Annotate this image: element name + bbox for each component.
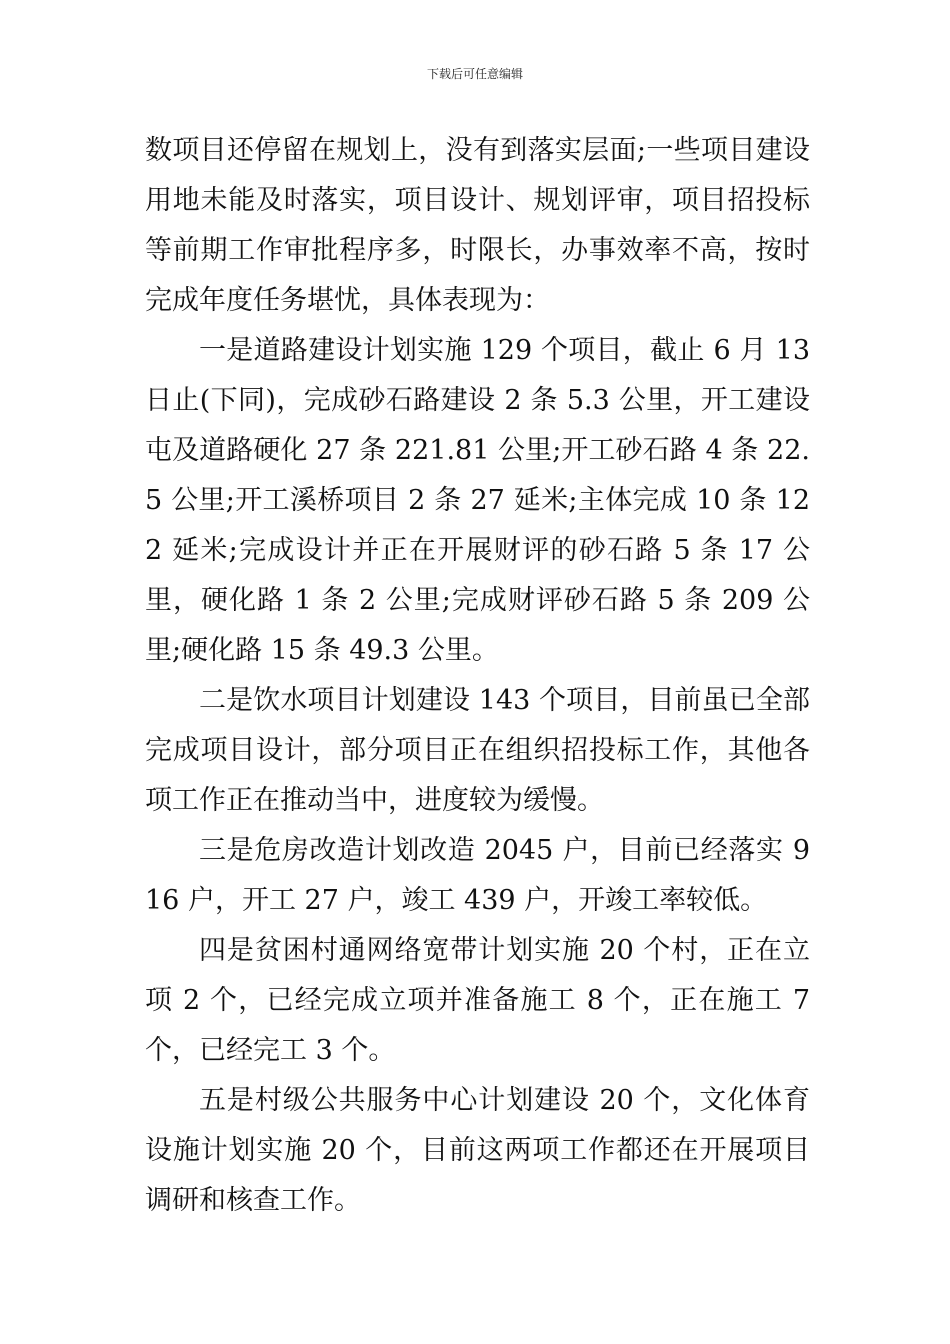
paragraph-water-projects: 二是饮水项目计划建设 143 个项目，目前虽已全部完成项目设计，部分项目正在组织招投标工作，其他各项工作正在推动当中，进度较为缓慢。 xyxy=(145,685,810,816)
document-body xyxy=(145,126,810,1226)
paragraph-public-service-center: 五是村级公共服务中心计划建设 20 个，文化体育设施计划实施 20 个，目前这两项工作都还在开展项目调研和核查工作。 xyxy=(145,1085,810,1216)
paragraph-continuation: 数项目还停留在规划上，没有到落实层面;一些项目建设用地未能及时落实，项目设计、规划评审，项目招投标等前期工作审批程序多，时限长，办事效率不高，按时完成年度任务堪忧，具体表现为： xyxy=(145,135,810,316)
paragraph-housing-renovation: 三是危房改造计划改造 2045 户，目前已经落实 916 户，开工 27 户，竣工 439 户，开竣工率较低。 xyxy=(145,835,810,916)
page-header-note: 下载后可任意编辑 xyxy=(426,67,523,81)
paragraph-road-construction: 一是道路建设计划实施 129 个项目，截止 6 月 13 日止(下同)，完成砂石路建设 2 条 5.3 公里，开工建设屯及道路硬化 27 条 221.81 公里;开工砂石路 4 条 22.5 公里;开工溪桥项目 2 条 27 延米;主体完成 10 条 122 延米;完成设计并正在开展财评的砂石路 5 条 17 公里，硬化路 1 条 2 公里;完成财评砂石路 5 条 209 公里;硬化路 15 条 49.3 公里。 xyxy=(145,335,810,666)
paragraph-broadband: 四是贫困村通网络宽带计划实施 20 个村，正在立项 2 个，已经完成立项并准备施工 8 个，正在施工 7 个，已经完工 3 个。 xyxy=(145,935,810,1066)
